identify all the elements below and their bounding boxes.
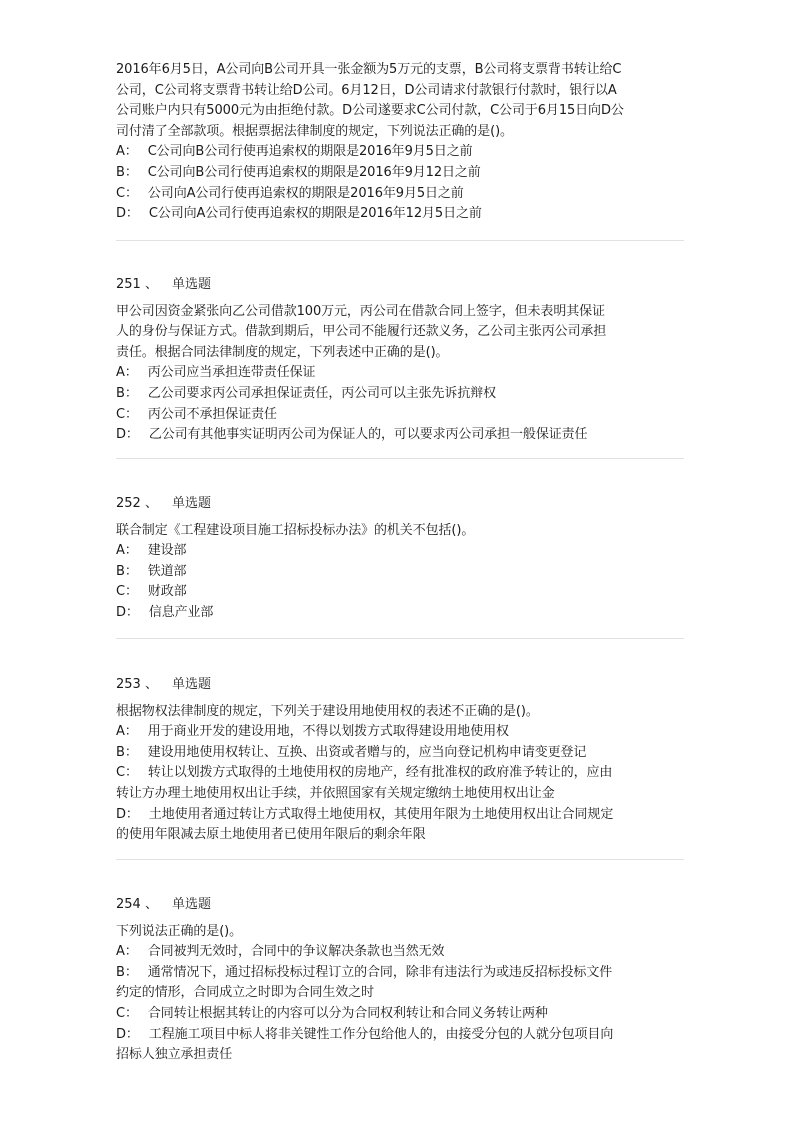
question-number: 253 、	[116, 677, 158, 692]
option-text: 乙公司有其他事实证明丙公司为保证人的，可以要求丙公司承担一般保证责任	[148, 427, 588, 443]
option-b	[116, 743, 686, 764]
option-c	[116, 582, 686, 603]
option-text: 通常情况下，通过招标投标过程订立的合同，除非有违法行为或违反招标投标文件	[147, 964, 613, 980]
option-a	[116, 363, 686, 384]
question-header	[116, 675, 686, 696]
divider	[116, 859, 684, 860]
option-d	[116, 805, 686, 826]
question-stem-line: 甲公司因资金紧张向乙公司借款100万元，丙公司在借款合同上签字，但未表明其保证	[116, 303, 605, 319]
option-d	[116, 204, 686, 225]
option-text: 合同转让根据其转让的内容可以分为合同权利转让和合同义务转让两种	[147, 1005, 548, 1021]
option-letter: D：	[116, 206, 139, 222]
option-text: C公司向B公司行使再追索权的期限是2016年9月12日之前	[147, 164, 481, 180]
option-letter: C：	[116, 584, 138, 600]
question-number: 251 、	[116, 277, 158, 292]
question-type: 单选题	[171, 897, 211, 912]
option-letter: B：	[116, 744, 138, 760]
option-text: 丙公司不承担保证责任	[147, 406, 277, 422]
option-letter: C：	[116, 406, 138, 422]
option-letter: A：	[116, 144, 138, 160]
question-stem-line: 根据物权法律制度的规定，下列关于建设用地使用权的表述不正确的是()。	[116, 703, 539, 719]
option-letter: A：	[116, 944, 138, 960]
question-250	[116, 60, 686, 225]
option-letter: B：	[116, 964, 138, 980]
question-stem-line: 责任。根据合同法律制度的规定，下列表述中正确的是()。	[116, 344, 449, 360]
option-letter: A：	[116, 543, 138, 559]
option-text: 建设用地使用权转让、互换、出资或者赠与的，应当向登记机构申请变更登记	[147, 744, 587, 760]
question-251	[116, 275, 686, 446]
question-header	[116, 895, 686, 916]
option-letter: D：	[116, 806, 139, 822]
question-stem-line: 公司账户内只有5000元为由拒绝付款。D公司遂要求C公司付款，C公司于6月15日向D公	[116, 103, 624, 119]
question-header	[116, 494, 686, 515]
option-d	[116, 603, 686, 624]
option-a	[116, 541, 686, 562]
option-a	[116, 722, 686, 743]
question-254	[116, 895, 686, 1066]
option-c	[116, 405, 686, 426]
question-type: 单选题	[171, 677, 211, 692]
question-stem-line: 公司，C公司将支票背书转让给D公司。6月12日，D公司请求付款银行付款时，银行以A	[116, 82, 617, 98]
question-stem-line: 下列说法正确的是()。	[116, 923, 243, 939]
question-252	[116, 494, 686, 624]
option-d	[116, 1025, 686, 1046]
option-d-continued: 的使用年限减去原土地使用者已使用年限后的剩余年限	[116, 827, 426, 843]
option-text: 乙公司要求丙公司承担保证责任，丙公司可以主张先诉抗辩权	[147, 385, 497, 401]
option-text: 工程施工项目中标人将非关键性工作分包给他人的，由接受分包的人就分包项目向	[148, 1026, 614, 1042]
option-c-continued: 转让方办理土地使用权出让手续，并依照国家有关规定缴纳土地使用权出让金	[116, 785, 555, 801]
option-letter: B：	[116, 563, 138, 579]
option-b-continued: 约定的情形，合同成立之时即为合同生效之时	[116, 985, 375, 1001]
option-text: 转让以划拨方式取得的土地使用权的房地产，经有批准权的政府准予转让的，应由	[147, 765, 613, 781]
question-header	[116, 275, 686, 296]
option-letter: D：	[116, 1026, 139, 1042]
option-letter: C：	[116, 1005, 138, 1021]
option-letter: A：	[116, 724, 138, 740]
question-number: 254 、	[116, 897, 158, 912]
option-text: 公司向A公司行使再追索权的期限是2016年9月5日之前	[147, 185, 464, 201]
option-c	[116, 1004, 686, 1025]
question-number: 252 、	[116, 496, 158, 511]
option-letter: A：	[116, 365, 138, 381]
question-type: 单选题	[171, 496, 211, 511]
option-a	[116, 142, 686, 163]
question-type: 单选题	[171, 277, 211, 292]
option-a	[116, 942, 686, 963]
option-text: 铁道部	[147, 563, 187, 579]
question-253	[116, 675, 686, 846]
option-text: 合同被判无效时，合同中的争议解决条款也当然无效	[147, 944, 445, 960]
option-letter: D：	[116, 427, 139, 443]
divider	[116, 458, 684, 459]
option-letter: B：	[116, 164, 138, 180]
option-text: 建设部	[147, 543, 187, 559]
option-c	[116, 763, 686, 784]
option-text: C公司向A公司行使再追索权的期限是2016年12月5日之前	[148, 206, 482, 222]
option-letter: C：	[116, 765, 138, 781]
option-letter: D：	[116, 604, 139, 620]
option-text: C公司向B公司行使再追索权的期限是2016年9月5日之前	[147, 144, 473, 160]
question-stem-line: 司付清了全部款项。根据票据法律制度的规定，下列说法正确的是()。	[116, 123, 513, 139]
divider	[116, 638, 684, 639]
option-text: 土地使用者通过转让方式取得土地使用权，其使用年限为土地使用权出让合同规定	[148, 806, 614, 822]
option-d-continued: 招标人独立承担责任	[116, 1047, 233, 1063]
option-b	[116, 562, 686, 583]
divider	[116, 240, 684, 241]
option-d	[116, 425, 686, 446]
option-text: 财政部	[147, 584, 187, 600]
option-b	[116, 963, 686, 984]
option-text: 用于商业开发的建设用地，不得以划拨方式取得建设用地使用权	[147, 724, 509, 740]
option-b	[116, 384, 686, 405]
option-b	[116, 163, 686, 184]
option-letter: C：	[116, 185, 138, 201]
option-text: 信息产业部	[148, 604, 214, 620]
option-text: 丙公司应当承担连带责任保证	[147, 365, 316, 381]
question-stem-line: 2016年6月5日，A公司向B公司开具一张金额为5万元的支票，B公司将支票背书转让给C	[116, 62, 622, 77]
question-stem-line: 联合制定《工程建设项目施工招标投标办法》的机关不包括()。	[116, 522, 475, 538]
question-stem-line: 人的身份与保证方式。借款到期后，甲公司不能履行还款义务，乙公司主张丙公司承担	[116, 324, 607, 340]
option-letter: B：	[116, 385, 138, 401]
option-c	[116, 184, 686, 205]
